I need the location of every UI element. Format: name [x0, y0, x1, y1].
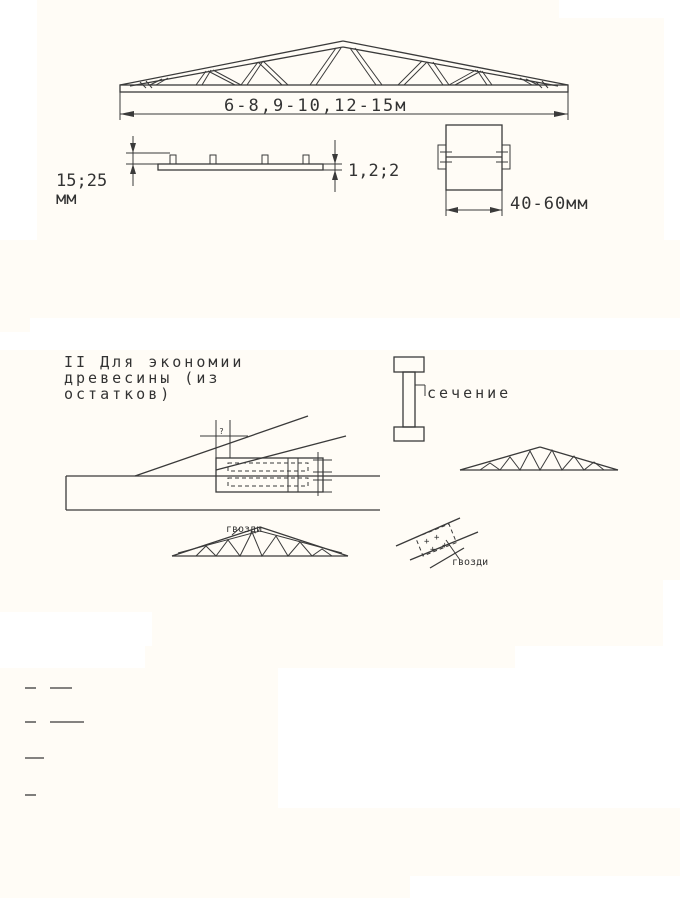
svg-text:+: + — [424, 537, 430, 547]
nails-label-left: гвозди — [226, 524, 263, 535]
board-thickness-label: 15;25 — [56, 171, 108, 191]
board-gap-label: 1,2;2 — [348, 161, 400, 181]
span-label: 6-8,9-10,12-15м — [224, 96, 408, 116]
board-thickness-unit: мм — [56, 189, 77, 209]
heading-line-2: древесины (из — [64, 369, 221, 387]
board-cross-section — [438, 125, 510, 216]
svg-text:+: + — [430, 545, 436, 555]
svg-text:+: + — [434, 533, 440, 543]
section-label: сечение — [427, 384, 512, 402]
joint-dim-label: ? — [219, 427, 224, 436]
board-width-label: 40-60мм — [510, 194, 589, 214]
small-truss-right — [460, 447, 618, 470]
svg-text:+: + — [442, 541, 448, 551]
heading-line-3: остатков) — [64, 385, 173, 403]
i-section-profile — [394, 357, 425, 441]
nails-label-right: гвозди — [452, 557, 489, 568]
large-truss — [120, 41, 568, 92]
heading-line-1: II Для экономии — [64, 353, 245, 371]
list-dash-marks — [25, 688, 84, 795]
board-side-view — [126, 136, 342, 192]
